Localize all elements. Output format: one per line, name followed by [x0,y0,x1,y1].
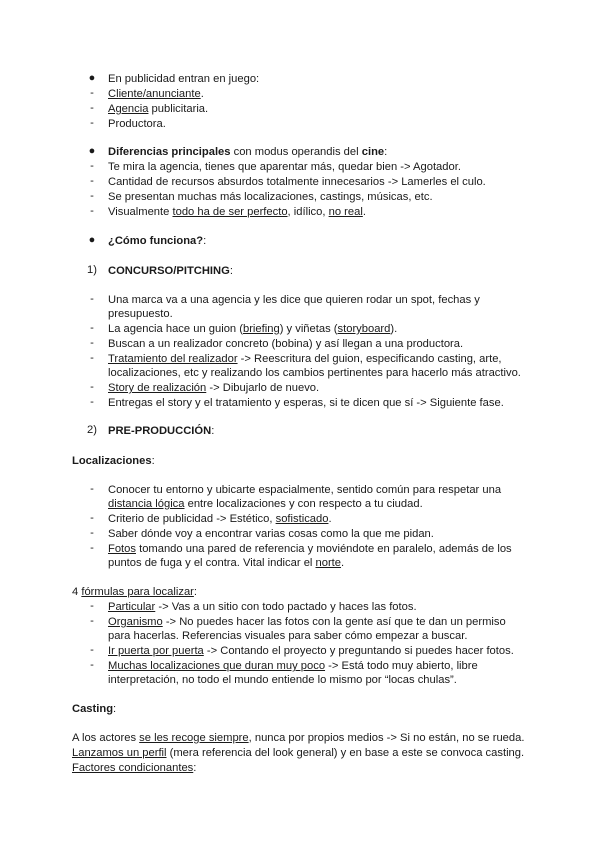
list-item: Organismo -> No puedes hacer las fotos con la gente así que te dan un permiso [108,616,506,628]
dash-marker: - [90,87,94,99]
dash-marker: - [90,615,94,627]
list-item: Visualmente todo ha de ser perfecto, idílico, no real. [108,206,366,218]
list-item: Cantidad de recursos absurdos totalmente innecesarios -> Lamerles el culo. [108,176,486,188]
dash-marker: - [90,117,94,129]
list-item: Ir puerta por puerta -> Contando el proyecto y preguntando si puedes hacer fotos. [108,645,514,657]
dash-marker: - [90,102,94,114]
dash-marker: - [90,659,94,671]
list-item: Productora. [108,118,166,130]
list-item: Agencia publicitaria. [108,103,209,115]
heading-casting: Casting: [72,703,117,715]
bullet-icon: ● [88,145,96,157]
list-item-continuation: interpretación, no todo el mundo entiende lo mismo por “locas chulas”. [108,674,457,686]
dash-marker: - [90,512,94,524]
list-item: Muchas localizaciones que duran muy poco -> Está todo muy abierto, libre [108,660,478,672]
dash-marker: - [90,352,94,364]
formulas-heading: 4 fórmulas para localizar: [72,586,197,598]
dash-marker: - [90,160,94,172]
bullet-icon: ● [88,234,96,246]
dash-marker: - [90,293,94,305]
list-item: Criterio de publicidad -> Estético, sofisticado. [108,513,332,525]
bullet-icon: ● [88,72,96,84]
list-item: Cliente/anunciante. [108,88,204,100]
list-item-continuation: puntos de fuga y el contra. Vital indicar el norte. [108,557,345,569]
list-item: Story de realización -> Dibujarlo de nuevo. [108,382,320,394]
dash-marker: - [90,381,94,393]
list-item: Entregas el story y el tratamiento y esperas, si te dicen que sí -> Siguiente fase. [108,397,504,409]
list-item: Conocer tu entorno y ubicarte espacialmente, sentido común para respetar una [108,484,502,496]
list-item: Saber dónde voy a encontrar varias cosas como la que me pidan. [108,528,434,540]
list-item: Fotos tomando una pared de referencia y moviéndote en paralelo, además de los [108,543,512,555]
dash-marker: - [90,322,94,334]
heading-localizaciones: Localizaciones: [72,455,155,467]
list-item-continuation: para hacerlas. Referencias visuales para saber cómo empezar a buscar. [108,630,468,642]
list-item: Te mira la agencia, tienes que aparentar más, quedar bien -> Agotador. [108,161,461,173]
list-item: Buscan a un realizador concreto (bobina) y así llegan a una productora. [108,338,464,350]
list-item: Tratamiento del realizador -> Reescritura del guion, especificando casting, arte, [108,353,502,365]
dash-marker: - [90,644,94,656]
section-heading: ¿Cómo funciona?: [108,235,207,247]
dash-marker: - [90,205,94,217]
dash-marker: - [90,396,94,408]
list-item: La agencia hace un guion (briefing) y viñetas (storyboard). [108,323,398,335]
dash-marker: - [90,527,94,539]
list-item: Una marca va a una agencia y les dice que quieren rodar un spot, fechas y [108,294,480,306]
list-item-continuation: distancia lógica entre localizaciones y con respecto a tu ciudad. [108,498,423,510]
subsection-heading: PRE-PRODUCCIÓN: [108,425,215,437]
dash-marker: - [90,542,94,554]
dash-marker: - [90,175,94,187]
section-heading: Diferencias principales con modus operandis del cine: [108,146,388,158]
subsection-heading: CONCURSO/PITCHING: [108,265,233,277]
list-number: 1) [87,264,97,276]
list-number: 2) [87,424,97,436]
section-heading: En publicidad entran en juego: [108,73,260,85]
list-item: Se presentan muchas más localizaciones, castings, músicas, etc. [108,191,433,203]
paragraph-line: Factores condicionantes: [72,762,197,774]
dash-marker: - [90,600,94,612]
dash-marker: - [90,337,94,349]
dash-marker: - [90,483,94,495]
dash-marker: - [90,190,94,202]
list-item-continuation: presupuesto. [108,308,173,320]
paragraph-line: Lanzamos un perfil (mera referencia del look general) y en base a este se convoca casting. [72,747,525,759]
paragraph-line: A los actores se les recoge siempre, nunca por propios medios -> Si no están, no se rueda. [72,732,525,744]
list-item: Particular -> Vas a un sitio con todo pactado y haces las fotos. [108,601,417,613]
list-item-continuation: localizaciones, etc y realizando los cambios pertinentes para hacerlo más atractivo. [108,367,521,379]
